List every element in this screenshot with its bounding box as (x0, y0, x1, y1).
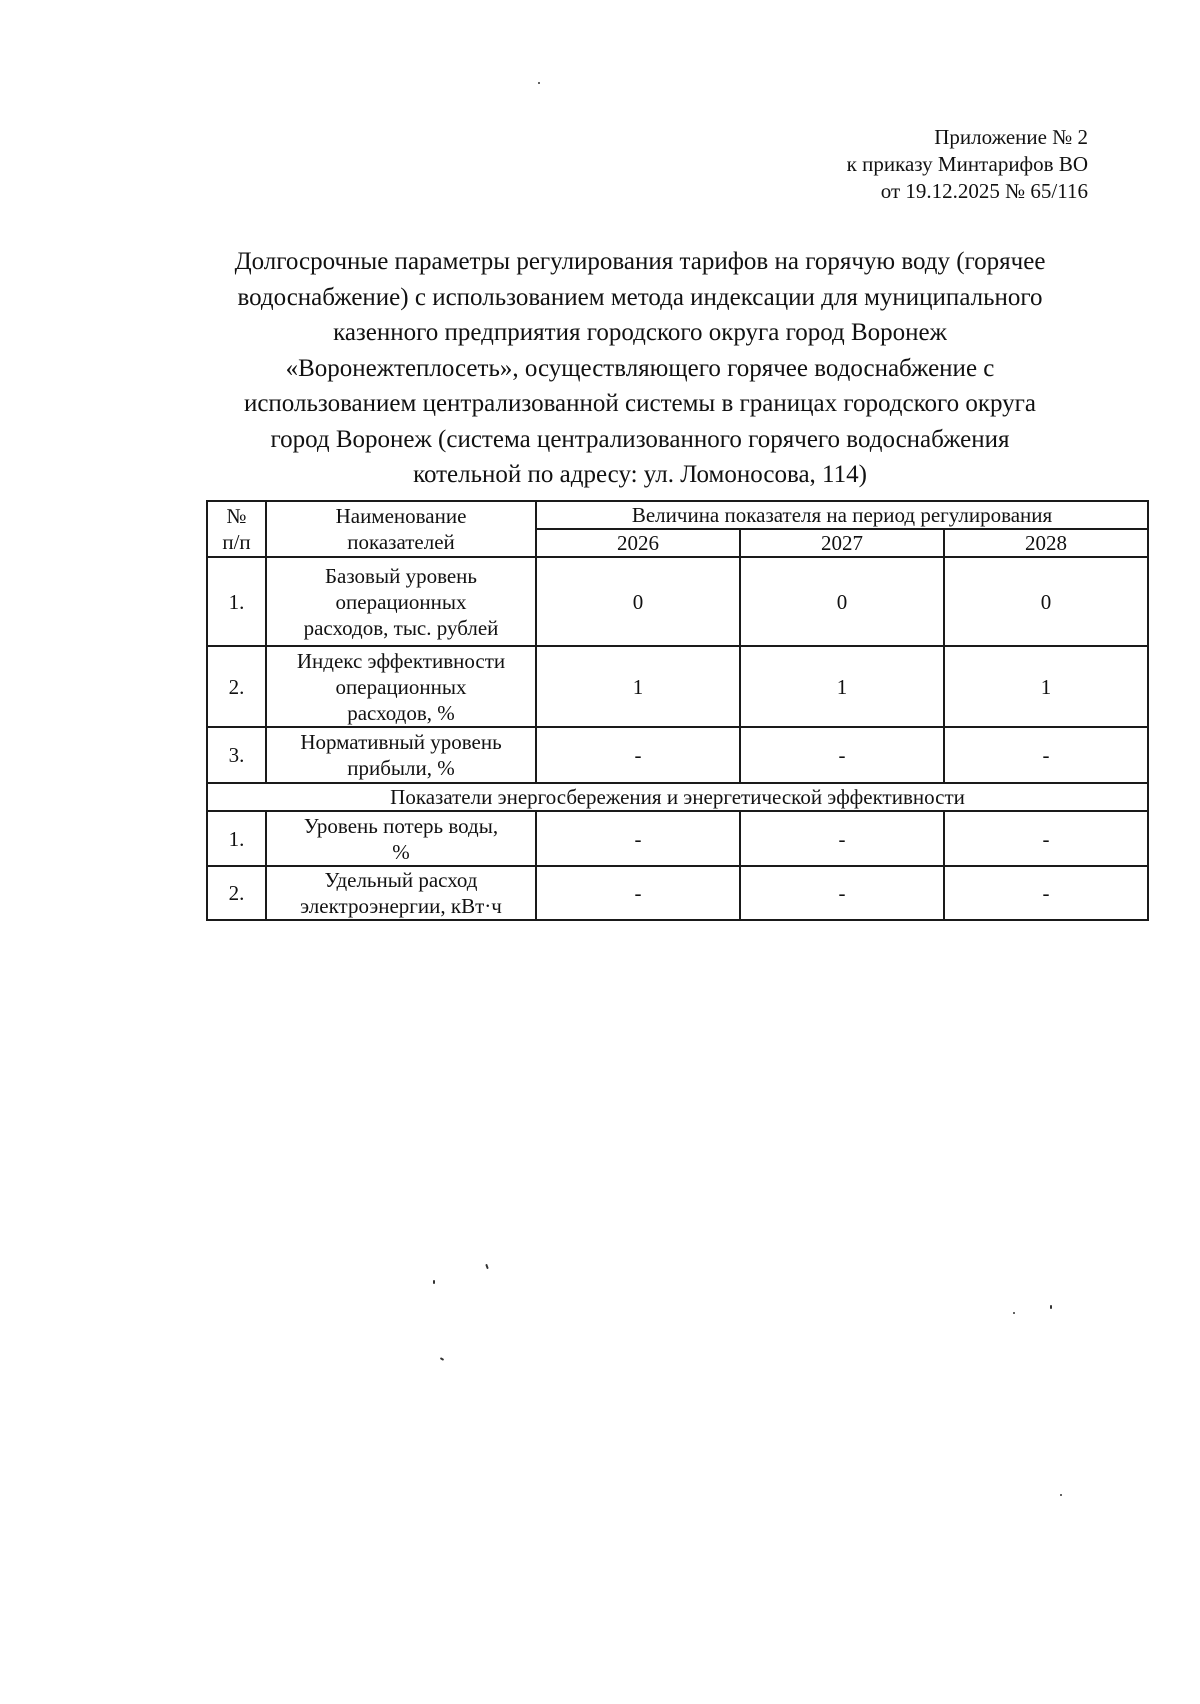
row-name (266, 727, 536, 783)
row-name-line: % (392, 839, 410, 864)
section-title: Показатели энергосбережения и энергетической эффективности (207, 783, 1148, 811)
title-line: водоснабжение) с использованием метода индексации для муниципального (237, 283, 1043, 311)
header-name-line: показателей (347, 530, 455, 554)
table-row (207, 557, 1148, 646)
header-number-symbol: № (226, 504, 247, 528)
section-header-row (207, 783, 1148, 811)
title-line: котельной по адресу: ул. Ломоносова, 114) (413, 461, 867, 488)
row-number: 1. (207, 557, 266, 646)
value-cell: - (740, 811, 944, 866)
value-cell: - (944, 866, 1148, 920)
row-name-line: прибыли, % (347, 756, 455, 780)
row-name-line: Базовый уровень (325, 563, 477, 588)
table-row (207, 811, 1148, 866)
value-cell: 1 (740, 646, 944, 727)
title-line: город Воронеж (система централизованного горячего водоснабжения (270, 425, 1010, 453)
row-number: 3. (207, 727, 266, 783)
value-cell: - (944, 811, 1148, 866)
year-cell: 2027 (740, 529, 944, 557)
row-number: 1. (207, 811, 266, 866)
value-cell: - (536, 811, 740, 866)
title-line: казенного предприятия городского округа город Воронеж (333, 319, 947, 346)
value-cell: - (740, 866, 944, 920)
value-cell: 0 (740, 557, 944, 646)
appendix-number: Приложение № 2 (934, 125, 1088, 149)
order-date-number: от 19.12.2025 № 65/116 (880, 179, 1088, 203)
scan-speck (440, 1357, 444, 1361)
row-name (266, 866, 536, 920)
header-indicator-name (266, 501, 536, 557)
row-name-line: Уровень потерь воды, (303, 813, 499, 838)
table-row (207, 866, 1148, 920)
row-name-line: расходов, тыс. рублей (303, 615, 499, 640)
row-number: 2. (207, 646, 266, 727)
scan-speck (1050, 1305, 1052, 1309)
header-name-line: Наименование (335, 504, 467, 528)
scan-speck (485, 1264, 489, 1269)
title-line: Долгосрочные параметры регулирования тарифов на горячую воду (горячее (234, 248, 1046, 275)
table-header-row (207, 501, 1148, 529)
header-number (207, 501, 266, 557)
table-row (207, 646, 1148, 727)
value-cell: - (740, 727, 944, 783)
scan-speck (1013, 1312, 1015, 1314)
scan-speck (433, 1280, 435, 1284)
title-line: «Воронежтеплосеть», осуществляющего горячее водоснабжение с (285, 354, 995, 382)
row-number: 2. (207, 866, 266, 920)
row-name (266, 557, 536, 646)
value-cell: 0 (944, 557, 1148, 646)
row-name-line: операционных (335, 589, 467, 614)
row-name-line: электроэнергии, кВт·ч (300, 894, 502, 918)
row-name (266, 646, 536, 727)
value-cell: 1 (536, 646, 740, 727)
row-name-line: Индекс эффективности (296, 648, 506, 673)
header-period: Величина показателя на период регулирования (536, 501, 1148, 529)
value-cell: - (536, 866, 740, 920)
row-name-line: расходов, % (347, 700, 455, 725)
header-number-abbr: п/п (222, 530, 251, 554)
table-row (207, 727, 1148, 783)
row-name-line: Нормативный уровень (300, 730, 502, 754)
scan-speck (538, 82, 540, 84)
parameters-table (206, 500, 1149, 921)
row-name-line: операционных (335, 674, 467, 699)
row-name (266, 811, 536, 866)
year-cell: 2026 (536, 529, 740, 557)
scan-speck (1060, 1494, 1062, 1496)
value-cell: - (944, 727, 1148, 783)
order-reference: к приказу Минтарифов ВО (846, 152, 1088, 176)
document-title (200, 244, 1080, 493)
title-line: использованием централизованной системы в границах городского округа (243, 390, 1037, 417)
value-cell: 1 (944, 646, 1148, 727)
year-cell: 2028 (944, 529, 1148, 557)
row-name-line: Удельный расход (324, 868, 478, 892)
value-cell: 0 (536, 557, 740, 646)
value-cell: - (536, 727, 740, 783)
appendix-header (847, 124, 1088, 205)
